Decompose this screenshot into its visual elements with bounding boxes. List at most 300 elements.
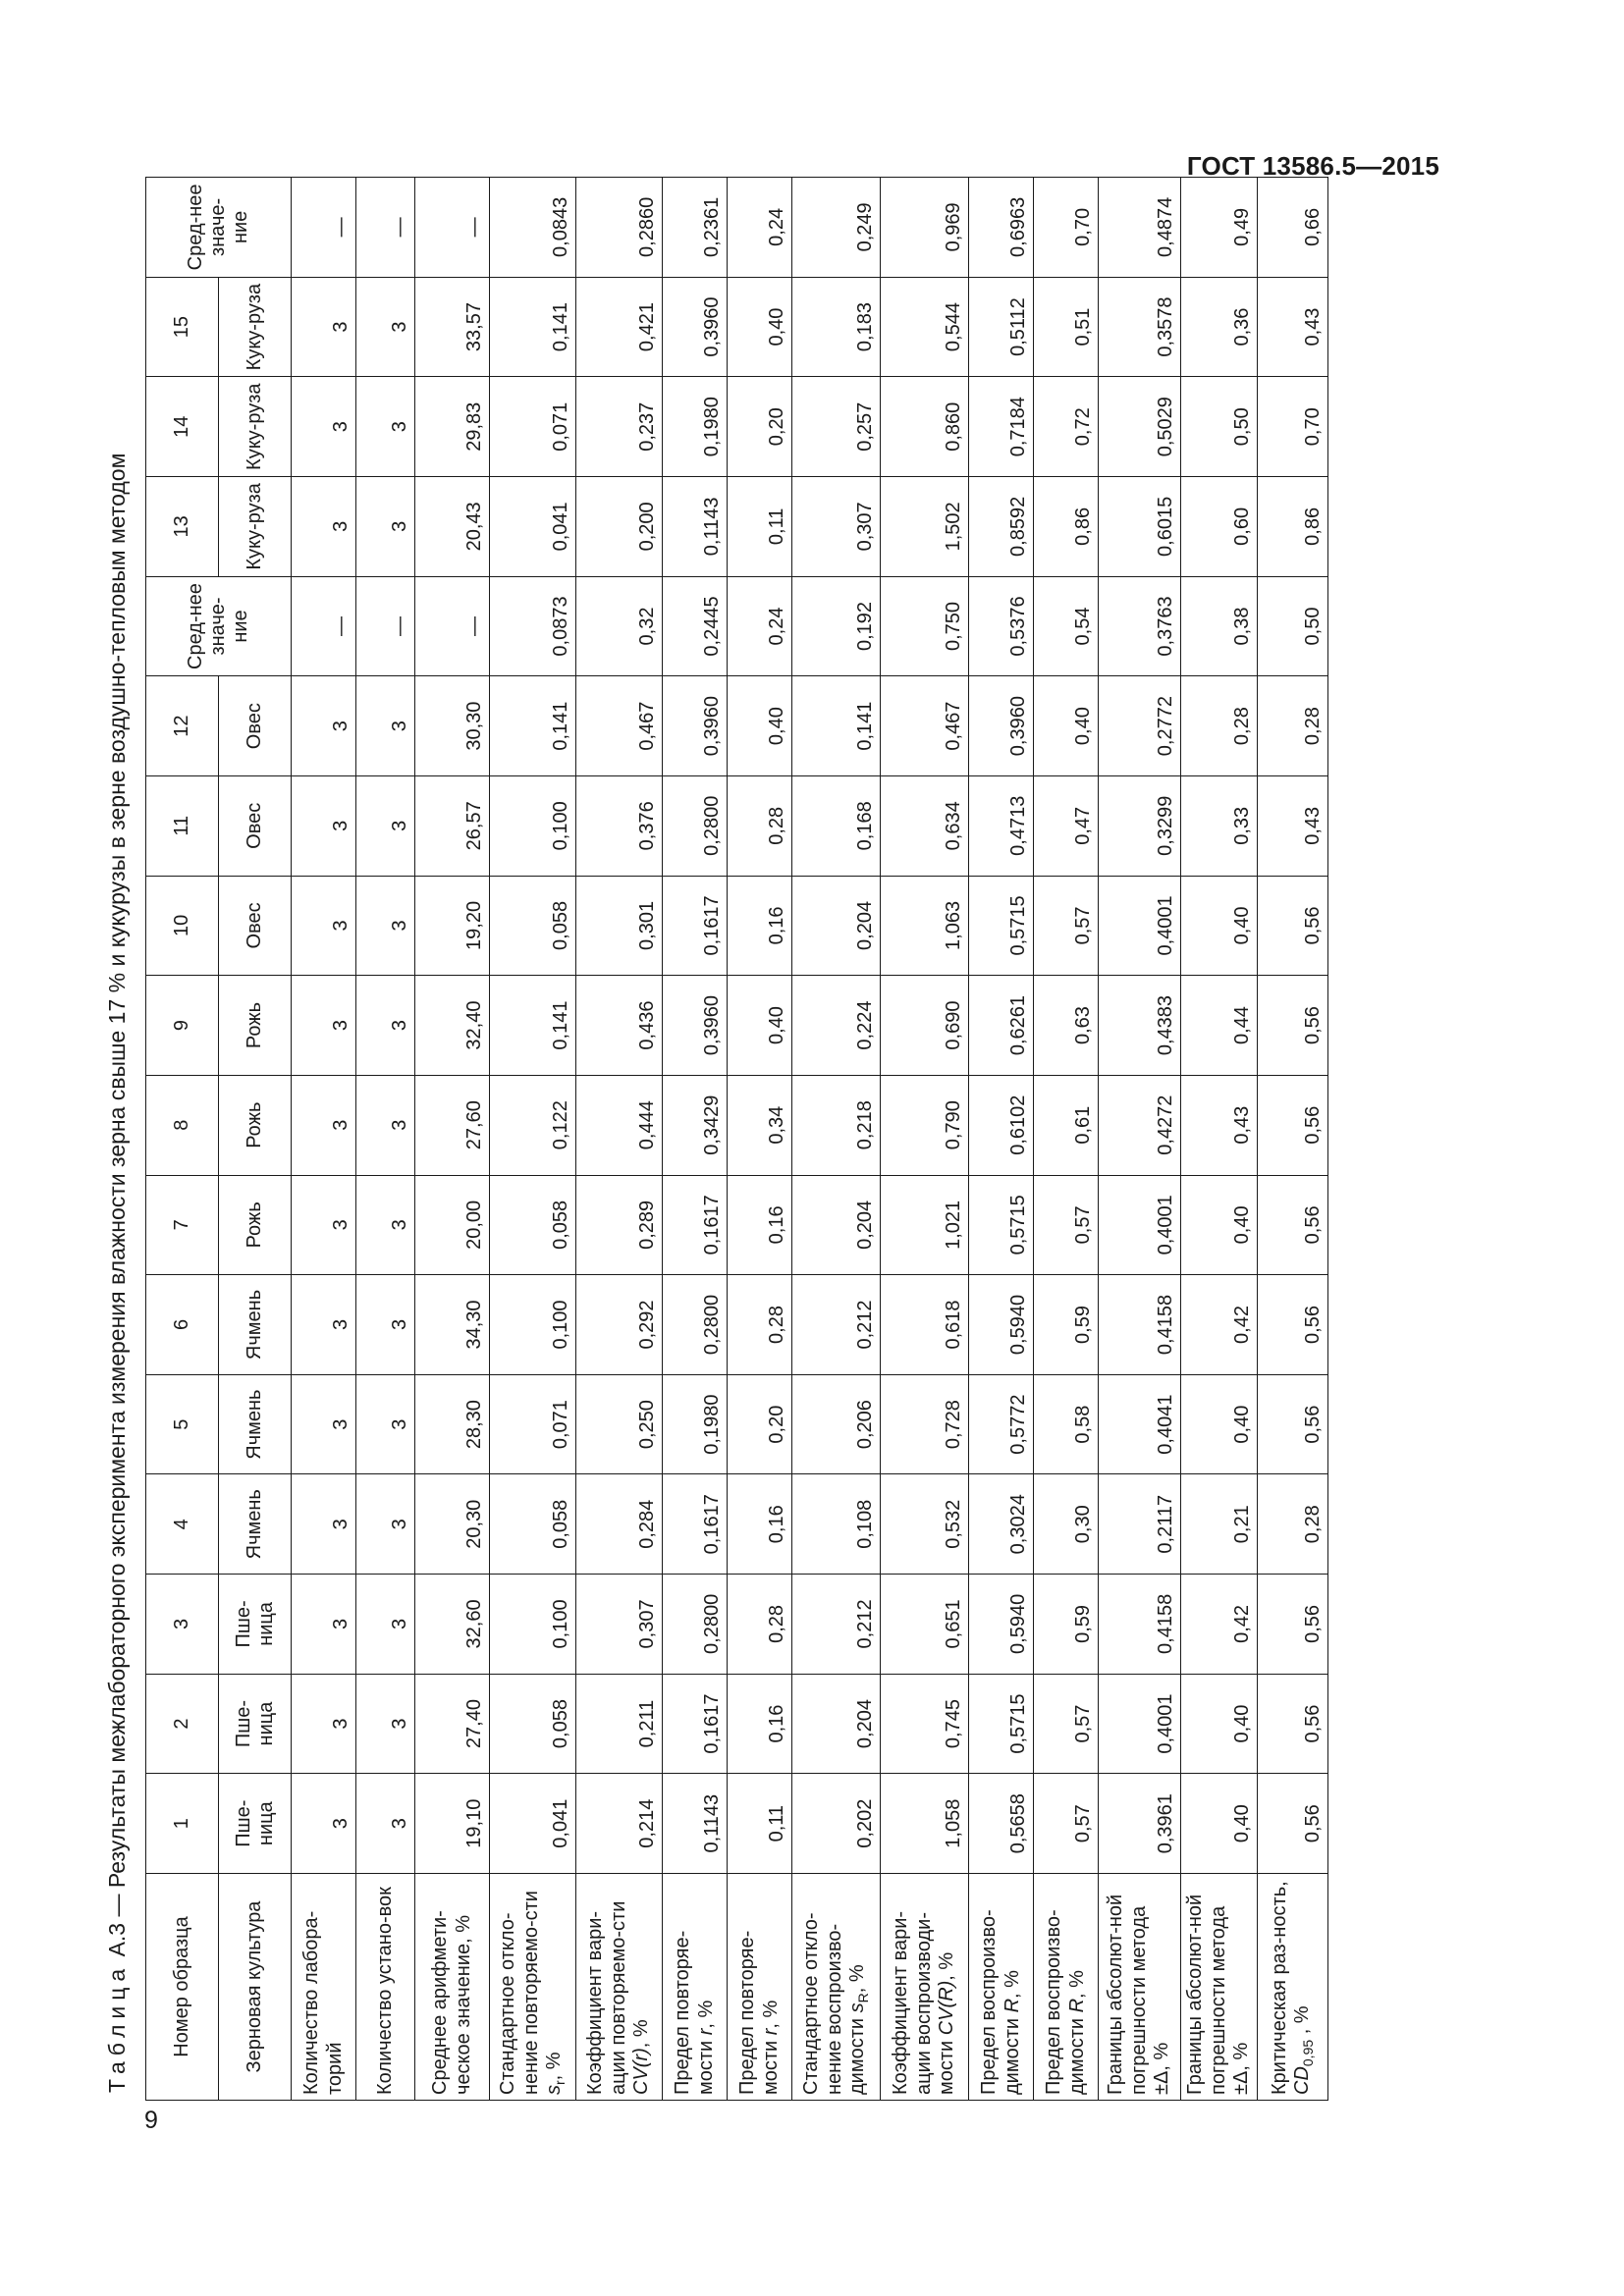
row-label: Среднее арифмети-ческое значение, %: [415, 1874, 490, 2101]
table-row: [1181, 178, 1258, 2101]
table-cell: 0,969: [881, 178, 969, 278]
table-cell: 0,5715: [969, 1175, 1034, 1275]
crop-cell: Рожь: [219, 1175, 292, 1275]
table-cell: 0,5715: [969, 876, 1034, 976]
table-cell: 0,0843: [490, 178, 576, 278]
table-cell: 0,40: [1181, 876, 1258, 976]
table-cell: 0,212: [792, 1575, 881, 1675]
table-cell: 0,28: [1257, 1474, 1327, 1575]
crop-cell: Рожь: [219, 976, 292, 1076]
table-cell: 0,44: [1181, 976, 1258, 1076]
table-cell: 0,2117: [1099, 1474, 1181, 1575]
table-cell: 19,20: [415, 876, 490, 976]
row-label: Коэффициент вари-ации повторяемо-сти CV(r), %: [576, 1874, 663, 2101]
table-cell: 0,168: [792, 775, 881, 876]
table-cell: 0,444: [576, 1075, 663, 1175]
table-row: [881, 178, 969, 2101]
table-cell: 0,70: [1257, 377, 1327, 477]
table-cell: 3: [356, 1575, 415, 1675]
row-label: Границы абсолют-ной погрешности метода ±Δ, %: [1099, 1874, 1181, 2101]
table-cell: 0,141: [490, 277, 576, 377]
table-cell: 0,56: [1257, 1075, 1327, 1175]
row-label: Количество лабора-торий: [292, 1874, 356, 2101]
table-cell: 0,56: [1257, 1275, 1327, 1375]
table-cell: 0,5772: [969, 1374, 1034, 1474]
table-cell: 0,5376: [969, 576, 1034, 676]
table-cell: 0,436: [576, 976, 663, 1076]
table-cell: 0,57: [1034, 876, 1099, 976]
table-cell: 0,4874: [1099, 178, 1181, 278]
table-cell: 0,141: [490, 676, 576, 776]
table-cell: 0,16: [728, 1175, 792, 1275]
table-cell: 0,1617: [663, 1674, 728, 1774]
table-cell: 0,307: [792, 477, 881, 577]
table-cell: 3: [356, 377, 415, 477]
table-cell: 0,16: [728, 1674, 792, 1774]
table-cell: 1,502: [881, 477, 969, 577]
sample-number-header: Номер образца: [146, 1874, 219, 2101]
table-cell: 0,058: [490, 876, 576, 976]
table-cell: 0,1617: [663, 1474, 728, 1575]
caption-word: Таблица: [104, 1962, 130, 2093]
table-cell: 0,40: [1181, 1774, 1258, 1874]
crop-cell: Пше-ница: [219, 1674, 292, 1774]
sample-number-cell: 11: [146, 775, 219, 876]
table-cell: 0,33: [1181, 775, 1258, 876]
table-cell: 0,544: [881, 277, 969, 377]
table-cell: 0,860: [881, 377, 969, 477]
table-cell: 3: [292, 1374, 356, 1474]
crop-cell: Овес: [219, 676, 292, 776]
table-cell: 0,59: [1034, 1575, 1099, 1675]
table-cell: 0,467: [881, 676, 969, 776]
table-cell: 0,284: [576, 1474, 663, 1575]
sample-number-cell: 4: [146, 1474, 219, 1575]
table-cell: 0,32: [576, 576, 663, 676]
table-cell: 0,108: [792, 1474, 881, 1575]
row-label: Количество устано-вок: [356, 1874, 415, 2101]
table-cell: 28,30: [415, 1374, 490, 1474]
table-cell: 3: [356, 477, 415, 577]
table-cell: 0,122: [490, 1075, 576, 1175]
row-label: Предел воспроизво-димости R, %: [969, 1874, 1034, 2101]
sample-number-cell: 8: [146, 1075, 219, 1175]
table-caption: [88, 177, 145, 2101]
table-cell: 0,40: [1034, 676, 1099, 776]
table-cell: 3: [292, 1175, 356, 1275]
table-cell: 0,2772: [1099, 676, 1181, 776]
table-cell: 0,24: [728, 576, 792, 676]
table-cell: 0,40: [728, 277, 792, 377]
table-cell: 0,3578: [1099, 277, 1181, 377]
table-cell: —: [356, 178, 415, 278]
table-row: [1099, 178, 1181, 2101]
table-cell: 0,3961: [1099, 1774, 1181, 1874]
table-cell: 1,063: [881, 876, 969, 976]
table-cell: 0,72: [1034, 377, 1099, 477]
table-cell: 0,40: [728, 976, 792, 1076]
table-cell: 0,11: [728, 477, 792, 577]
table-cell: 0,6015: [1099, 477, 1181, 577]
table-row: [490, 178, 576, 2101]
table-cell: 3: [356, 676, 415, 776]
table-cell: 0,8592: [969, 477, 1034, 577]
table-cell: 0,40: [1181, 1674, 1258, 1774]
table-cell: 0,4001: [1099, 1674, 1181, 1774]
table-cell: 0,86: [1257, 477, 1327, 577]
sample-number-cell: 2: [146, 1674, 219, 1774]
table-cell: 0,690: [881, 976, 969, 1076]
table-cell: 3: [356, 976, 415, 1076]
symbol: R: [1001, 1998, 1023, 2013]
table-cell: 0,5715: [969, 1674, 1034, 1774]
table-cell: 0,376: [576, 775, 663, 876]
table-cell: 0,4001: [1099, 876, 1181, 976]
table-cell: 0,058: [490, 1474, 576, 1575]
table-cell: 32,60: [415, 1575, 490, 1675]
table-cell: 3: [292, 676, 356, 776]
table-cell: 0,56: [1257, 1575, 1327, 1675]
sample-number-cell: 3: [146, 1575, 219, 1675]
table-row: [663, 178, 728, 2101]
table-cell: 0,141: [792, 676, 881, 776]
table-cell: 3: [292, 477, 356, 577]
table-cell: 3: [292, 775, 356, 876]
sample-number-cell: 13: [146, 477, 219, 577]
table-cell: 0,38: [1181, 576, 1258, 676]
table-cell: 0,57: [1034, 1175, 1099, 1275]
table-cell: 20,00: [415, 1175, 490, 1275]
table-cell: 0,1617: [663, 1175, 728, 1275]
table-cell: 0,34: [728, 1075, 792, 1175]
table-cell: 0,532: [881, 1474, 969, 1575]
table-cell: 0,790: [881, 1075, 969, 1175]
sample-number-cell: 5: [146, 1374, 219, 1474]
table-cell: 27,40: [415, 1674, 490, 1774]
table-cell: 0,4713: [969, 775, 1034, 876]
table-cell: 3: [292, 976, 356, 1076]
sample-number-cell: 9: [146, 976, 219, 1076]
table-cell: —: [356, 576, 415, 676]
table-cell: 0,7184: [969, 377, 1034, 477]
table-cell: 0,4001: [1099, 1175, 1181, 1275]
rotated-table-block: [88, 177, 1463, 2101]
table-cell: 3: [356, 876, 415, 976]
table-row: [792, 178, 881, 2101]
crop-cell: Пше-ница: [219, 1575, 292, 1675]
table-cell: 0,224: [792, 976, 881, 1076]
crop-cell: Пше-ница: [219, 1774, 292, 1874]
table-cell: 27,60: [415, 1075, 490, 1175]
table-cell: 3: [356, 277, 415, 377]
table-cell: 33,57: [415, 277, 490, 377]
table-cell: 0,071: [490, 1374, 576, 1474]
mean-header-cell: Сред-нее значе-ние: [146, 576, 292, 676]
table-cell: 0,43: [1181, 1075, 1258, 1175]
table-cell: 0,3960: [663, 277, 728, 377]
table-cell: 0,2860: [576, 178, 663, 278]
sample-number-cell: 6: [146, 1275, 219, 1375]
table-cell: 0,2445: [663, 576, 728, 676]
table-cell: 3: [292, 876, 356, 976]
crop-cell: Ячмень: [219, 1474, 292, 1575]
table-cell: 0,2800: [663, 1575, 728, 1675]
table-row: [576, 178, 663, 2101]
table-cell: 0,071: [490, 377, 576, 477]
table-cell: 0,50: [1181, 377, 1258, 477]
table-cell: 0,36: [1181, 277, 1258, 377]
table-cell: 0,041: [490, 1774, 576, 1874]
table-cell: 0,30: [1034, 1474, 1099, 1575]
table-cell: 3: [356, 1674, 415, 1774]
sample-number-cell: 12: [146, 676, 219, 776]
table-cell: 3: [292, 1774, 356, 1874]
subscript: r: [552, 2080, 568, 2085]
table-cell: 0,1980: [663, 377, 728, 477]
symbol: R: [1065, 1998, 1088, 2013]
row-label: Критическая раз-ность, $CD_{0,95}$ , %: [1257, 1874, 1327, 2101]
table-cell: 0,3024: [969, 1474, 1034, 1575]
table-cell: 3: [356, 1175, 415, 1275]
symbol: s: [846, 2002, 869, 2013]
table-cell: 0,651: [881, 1575, 969, 1675]
table-cell: 0,28: [728, 1275, 792, 1375]
sample-number-cell: 15: [146, 277, 219, 377]
table-cell: 34,30: [415, 1275, 490, 1375]
table-cell: 0,28: [728, 775, 792, 876]
table-cell: 3: [292, 277, 356, 377]
table-cell: 3: [292, 1474, 356, 1575]
table-cell: 0,54: [1034, 576, 1099, 676]
table-cell: 0,1143: [663, 477, 728, 577]
table-cell: 0,61: [1034, 1075, 1099, 1175]
table-cell: 0,11: [728, 1774, 792, 1874]
crop-row: [219, 178, 292, 2101]
table-cell: 0,49: [1181, 178, 1258, 278]
table-cell: 0,183: [792, 277, 881, 377]
table-cell: 0,249: [792, 178, 881, 278]
table-cell: 0,192: [792, 576, 881, 676]
table-cell: 0,2800: [663, 1275, 728, 1375]
table-cell: 0,100: [490, 1275, 576, 1375]
row-label: Стандартное откло-нение воспроизво-димости $s_R$, %: [792, 1874, 881, 2101]
table-cell: 30,30: [415, 676, 490, 776]
table-cell: 0,1980: [663, 1374, 728, 1474]
symbol: CV(r): [630, 2048, 653, 2095]
table-cell: 3: [356, 1275, 415, 1375]
table-cell: 0,59: [1034, 1275, 1099, 1375]
table-cell: 0,204: [792, 876, 881, 976]
crop-cell: Куку-руза: [219, 477, 292, 577]
symbol: CD: [1291, 2066, 1314, 2095]
table-cell: 0,6963: [969, 178, 1034, 278]
crop-cell: Куку-руза: [219, 277, 292, 377]
page-number: 9: [144, 2107, 158, 2134]
caption-text: А.3 — Результаты межлабораторного эксперимента измерения влажности зерна свыше 17 % и кукурузы в зерне воздушно-тепловым методом: [104, 453, 130, 1963]
table-cell: 0,5658: [969, 1774, 1034, 1874]
table-cell: 0,2361: [663, 178, 728, 278]
table-cell: 0,1617: [663, 876, 728, 976]
table-cell: 3: [292, 1575, 356, 1675]
table-cell: 1,021: [881, 1175, 969, 1275]
table-cell: 3: [356, 1374, 415, 1474]
table-cell: 0,63: [1034, 976, 1099, 1076]
table-cell: 0,728: [881, 1374, 969, 1474]
table-cell: 0,16: [728, 1474, 792, 1575]
results-table: [145, 177, 1328, 2101]
table-cell: —: [292, 576, 356, 676]
table-cell: 0,3763: [1099, 576, 1181, 676]
table-row: [415, 178, 490, 2101]
sample-number-cell: 7: [146, 1175, 219, 1275]
table-cell: 0,40: [728, 676, 792, 776]
table-cell: 0,50: [1257, 576, 1327, 676]
sample-number-row: [146, 178, 219, 2101]
table-cell: 0,24: [728, 178, 792, 278]
table-cell: 0,0873: [490, 576, 576, 676]
subscript: R: [855, 1993, 872, 2003]
subscript: 0,95: [1300, 2039, 1317, 2067]
table-cell: 0,289: [576, 1175, 663, 1275]
table-cell: —: [415, 178, 490, 278]
table-cell: 0,058: [490, 1175, 576, 1275]
table-cell: 0,618: [881, 1275, 969, 1375]
table-cell: 3: [292, 1275, 356, 1375]
crop-cell: Ячмень: [219, 1275, 292, 1375]
table-cell: 0,2800: [663, 775, 728, 876]
table-cell: 0,212: [792, 1275, 881, 1375]
table-cell: 20,43: [415, 477, 490, 577]
table-cell: 0,200: [576, 477, 663, 577]
table-cell: 0,28: [1257, 676, 1327, 776]
table-cell: 0,3960: [663, 676, 728, 776]
table-cell: 3: [356, 1474, 415, 1575]
table-cell: 0,100: [490, 775, 576, 876]
table-cell: 0,56: [1257, 1674, 1327, 1774]
crop-header: Зерновая культура: [219, 1874, 292, 2101]
table-row: [1257, 178, 1327, 2101]
crop-cell: Овес: [219, 876, 292, 976]
table-cell: 0,4041: [1099, 1374, 1181, 1474]
table-cell: 0,237: [576, 377, 663, 477]
table-cell: 0,204: [792, 1674, 881, 1774]
table-cell: 0,4383: [1099, 976, 1181, 1076]
table-cell: 0,250: [576, 1374, 663, 1474]
table-cell: 0,56: [1257, 876, 1327, 976]
symbol: r: [759, 2028, 782, 2036]
table-cell: 29,83: [415, 377, 490, 477]
table-cell: 0,47: [1034, 775, 1099, 876]
table-cell: 0,3429: [663, 1075, 728, 1175]
table-cell: 0,6261: [969, 976, 1034, 1076]
table-cell: 3: [356, 1774, 415, 1874]
table-cell: 0,100: [490, 1575, 576, 1675]
table-cell: 0,42: [1181, 1275, 1258, 1375]
table-cell: 0,141: [490, 976, 576, 1076]
table-cell: 0,307: [576, 1575, 663, 1675]
table-cell: 0,5940: [969, 1575, 1034, 1675]
table-cell: 0,28: [1181, 676, 1258, 776]
table-cell: 0,058: [490, 1674, 576, 1774]
table-cell: 0,43: [1257, 775, 1327, 876]
table-cell: —: [415, 576, 490, 676]
table-cell: 0,66: [1257, 178, 1327, 278]
row-label: Коэффициент вари-ации воспроизводи-мости CV(R), %: [881, 1874, 969, 2101]
standard-id: ГОСТ 13586.5—2015: [1186, 151, 1439, 181]
crop-cell: Рожь: [219, 1075, 292, 1175]
table-row: [969, 178, 1034, 2101]
table-cell: 0,3299: [1099, 775, 1181, 876]
table-cell: —: [292, 178, 356, 278]
table-cell: 0,86: [1034, 477, 1099, 577]
table-cell: 0,5029: [1099, 377, 1181, 477]
table-cell: 0,21: [1181, 1474, 1258, 1575]
table-cell: 20,30: [415, 1474, 490, 1575]
table-row: [1034, 178, 1099, 2101]
table-cell: 0,211: [576, 1674, 663, 1774]
table-cell: 0,257: [792, 377, 881, 477]
row-label: Предел повторяе-мости r, %: [728, 1874, 792, 2101]
table-cell: 0,57: [1034, 1774, 1099, 1874]
table-cell: 0,218: [792, 1075, 881, 1175]
table-cell: 0,28: [728, 1575, 792, 1675]
crop-cell: Овес: [219, 775, 292, 876]
table-cell: 32,40: [415, 976, 490, 1076]
table-cell: 0,4158: [1099, 1275, 1181, 1375]
table-cell: 1,058: [881, 1774, 969, 1874]
table-cell: 26,57: [415, 775, 490, 876]
crop-cell: Ячмень: [219, 1374, 292, 1474]
table-cell: 0,3960: [969, 676, 1034, 776]
table-cell: 0,467: [576, 676, 663, 776]
table-cell: 0,57: [1034, 1674, 1099, 1774]
table-cell: 0,3960: [663, 976, 728, 1076]
table-cell: 0,56: [1257, 1175, 1327, 1275]
table-cell: 0,214: [576, 1774, 663, 1874]
table-cell: 0,60: [1181, 477, 1258, 577]
table-cell: 3: [292, 377, 356, 477]
table-cell: 0,206: [792, 1374, 881, 1474]
table-cell: 0,56: [1257, 976, 1327, 1076]
table-row: [356, 178, 415, 2101]
table-cell: 0,4158: [1099, 1575, 1181, 1675]
table-cell: 3: [292, 1674, 356, 1774]
table-cell: 0,70: [1034, 178, 1099, 278]
table-cell: 0,5112: [969, 277, 1034, 377]
table-cell: 0,041: [490, 477, 576, 577]
table-cell: 0,4272: [1099, 1075, 1181, 1175]
table-cell: 0,20: [728, 377, 792, 477]
table-cell: 3: [292, 1075, 356, 1175]
table-cell: 3: [356, 1075, 415, 1175]
table-cell: 19,10: [415, 1774, 490, 1874]
sample-number-cell: 14: [146, 377, 219, 477]
table-cell: 0,42: [1181, 1575, 1258, 1675]
table-cell: 0,58: [1034, 1374, 1099, 1474]
table-cell: 0,43: [1257, 277, 1327, 377]
table-cell: 0,51: [1034, 277, 1099, 377]
table-cell: 0,204: [792, 1175, 881, 1275]
table-cell: 0,56: [1257, 1374, 1327, 1474]
table-cell: 0,56: [1257, 1774, 1327, 1874]
table-cell: 0,40: [1181, 1374, 1258, 1474]
row-label: Предел воспроизво-димости R, %: [1034, 1874, 1099, 2101]
symbol: s: [543, 2085, 566, 2095]
row-label: Предел повторяе-мости r, %: [663, 1874, 728, 2101]
mean-header-cell: Сред-нее значе-ние: [146, 178, 292, 278]
table-cell: 0,421: [576, 277, 663, 377]
row-label: Стандартное откло-нение повторяемо-сти $s_r$, %: [490, 1874, 576, 2101]
